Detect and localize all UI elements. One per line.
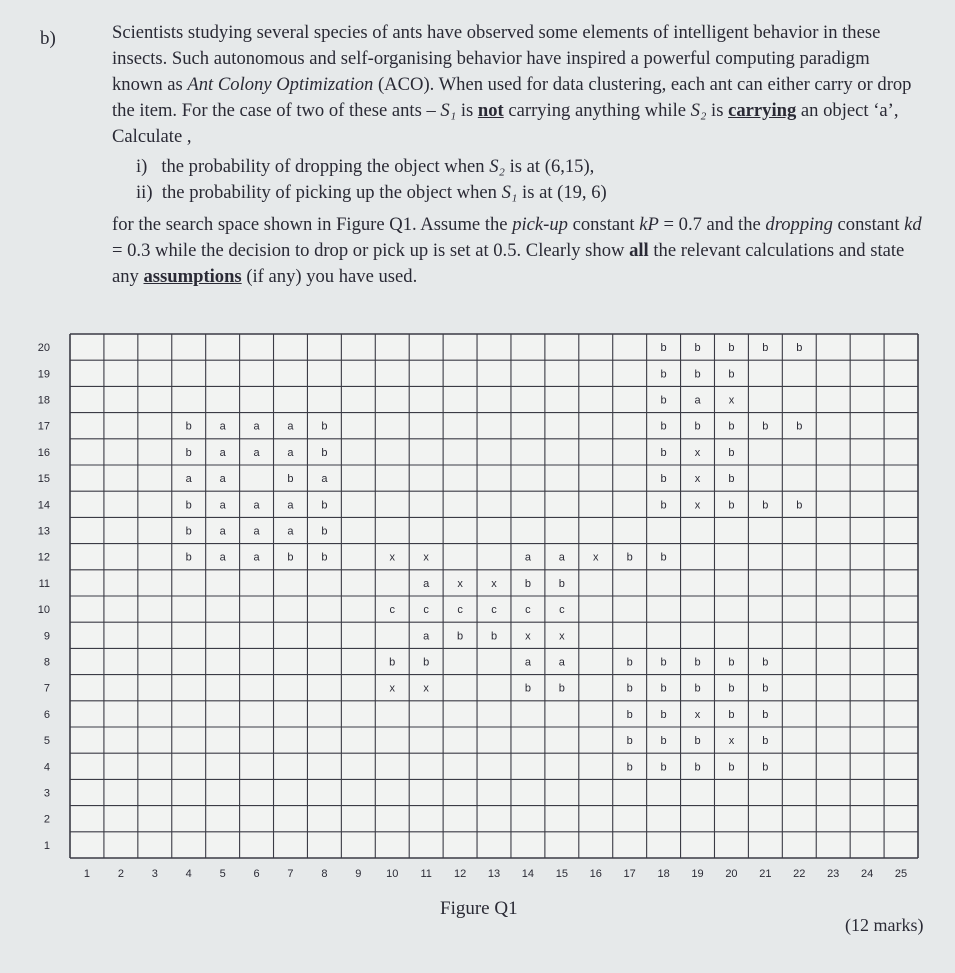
grid-cell-item: b xyxy=(490,630,498,643)
x-tick-label: 10 xyxy=(386,868,399,880)
y-tick-label: 12 xyxy=(37,551,50,564)
grid-cell-item: a xyxy=(253,551,260,564)
grid-cell-item: a xyxy=(219,420,226,433)
y-tick-label: 15 xyxy=(37,473,50,486)
grid-cell-item: x xyxy=(593,551,599,564)
grid-cell-item: a xyxy=(423,577,430,590)
grid-cell-item: b xyxy=(185,525,192,538)
y-tick-label: 19 xyxy=(37,368,50,381)
grid-cell-item: x xyxy=(457,577,463,590)
y-tick-label: 18 xyxy=(37,394,50,407)
grid-cell-item: b xyxy=(728,420,735,433)
x-tick-label: 20 xyxy=(725,868,738,880)
y-tick-label: 2 xyxy=(43,813,50,826)
grid-cell-item: b xyxy=(626,551,633,564)
x-tick-label: 25 xyxy=(894,868,908,880)
x-tick-label: 9 xyxy=(355,868,362,880)
question-intro: Scientists studying several species of ants have observed some elements of intelligent behavior in these insects. Such autonomous and self-organising behavior have inspired a powerful computing paradigm known as Ant Colony Optimization (ACO). When used for data clustering, each ant can either carry or drop the item. For the case of two of these ants – S₁ is not carrying anything while S₂ is carrying an object ‘a’, Calculate , xyxy=(112,22,912,147)
x-tick-label: 18 xyxy=(657,868,670,880)
y-tick-label: 13 xyxy=(37,525,50,538)
y-tick-label: 4 xyxy=(43,761,50,774)
grid-cell-item: b xyxy=(660,682,667,695)
grid-cell-item: b xyxy=(558,682,565,695)
grid-cell-item: b xyxy=(660,394,667,407)
grid-cell-item: x xyxy=(491,577,497,590)
grid-cell-item: b xyxy=(728,446,735,459)
x-tick-label: 2 xyxy=(117,868,124,880)
grid-cell-item: b xyxy=(728,473,735,486)
grid-cell-item: b xyxy=(660,473,667,486)
grid-cell-item: b xyxy=(457,630,464,643)
y-tick-label: 10 xyxy=(37,604,50,617)
grid-cell-item: a xyxy=(253,446,260,459)
grid-cell-item: b xyxy=(762,420,769,433)
grid-cell-item: b xyxy=(626,682,633,695)
grid-cell-item: a xyxy=(219,473,226,486)
grid-cell-item: a xyxy=(219,499,226,512)
y-tick-label: 8 xyxy=(43,656,50,669)
grid-cell-item: b xyxy=(728,656,735,669)
grid-cell-item: b xyxy=(694,761,701,774)
grid-cell-item: x xyxy=(728,394,735,407)
assumptions-emphasis: assumptions xyxy=(143,266,242,287)
grid-cell-item: b xyxy=(728,342,735,355)
aco-name: Ant Colony Optimization xyxy=(187,74,374,95)
question-closing: for the search space shown in Figure Q1. Assume the pick-up constant kP = 0.7 and the dropping constant kd = 0.3 while the decision to drop or pick up is set at 0.5. Clearly show all the relevant calculations and state any assumptions (if any) you have used. xyxy=(112,214,922,287)
grid-cell-item: a xyxy=(558,656,565,669)
grid-cell-item: b xyxy=(660,761,667,774)
x-tick-label: 17 xyxy=(623,868,636,880)
x-tick-label: 11 xyxy=(420,868,432,880)
grid-cell-item: x xyxy=(423,551,429,564)
y-tick-label: 1 xyxy=(43,839,50,852)
grid-cell-item: a xyxy=(253,420,260,433)
grid-cell-item: b xyxy=(660,446,667,459)
x-tick-label: 23 xyxy=(827,868,840,880)
grid-cell-item: b xyxy=(728,761,735,774)
grid-cell-item: b xyxy=(660,368,667,381)
y-tick-label: 11 xyxy=(38,577,50,590)
grid-cell-item: c xyxy=(457,604,463,617)
grid-cell-item: b xyxy=(762,682,769,695)
x-tick-label: 4 xyxy=(185,868,192,880)
grid-cell-item: b xyxy=(694,656,701,669)
grid-cell-item: a xyxy=(694,394,701,407)
grid-cell-item: b xyxy=(796,420,803,433)
x-tick-label: 7 xyxy=(287,868,294,880)
grid-cell-item: b xyxy=(796,499,803,512)
grid-cell-item: b xyxy=(389,656,396,669)
carrying-emphasis: carrying xyxy=(728,100,797,121)
grid-cell-item: b xyxy=(660,420,667,433)
grid-cell-item: c xyxy=(389,604,395,617)
grid-cell-item: b xyxy=(660,656,667,669)
grid-cell-item: b xyxy=(321,499,328,512)
grid-cell-item: x xyxy=(694,446,701,459)
y-tick-label: 20 xyxy=(37,342,50,355)
marks-label: (12 marks) xyxy=(845,915,924,935)
grid-cell-item: b xyxy=(626,708,633,721)
x-tick-label: 3 xyxy=(151,868,158,880)
x-tick-label: 13 xyxy=(487,868,501,880)
grid-cell-item: x xyxy=(525,630,531,643)
figure-caption: Figure Q1 xyxy=(440,898,518,919)
grid-cell-item: b xyxy=(558,577,565,590)
grid-cell-item: b xyxy=(321,420,328,433)
grid-cell-item: a xyxy=(321,473,328,486)
grid-cell-item: a xyxy=(219,551,226,564)
grid-cell-item: b xyxy=(762,342,769,355)
grid-cell-item: b xyxy=(185,420,192,433)
y-tick-label: 14 xyxy=(37,499,50,512)
x-tick-label: 8 xyxy=(321,868,328,880)
y-tick-label: 3 xyxy=(43,787,50,800)
grid-cell-item: b xyxy=(626,761,633,774)
x-tick-label: 12 xyxy=(453,868,467,880)
grid-cell-item: b xyxy=(287,473,294,486)
grid-cell-item: b xyxy=(660,708,667,721)
grid-cell-item: b xyxy=(728,368,735,381)
grid-cell-item: a xyxy=(253,525,260,538)
grid-cell-item: b xyxy=(185,551,192,564)
grid-cell-item: b xyxy=(694,735,701,748)
grid-cell-item: b xyxy=(626,656,633,669)
grid-cell-item: x xyxy=(559,630,565,643)
grid-cell-item: b xyxy=(524,682,531,695)
grid-cell-item: x xyxy=(694,499,701,512)
x-tick-label: 24 xyxy=(860,868,874,880)
grid-cell-item: b xyxy=(185,499,192,512)
grid-cell-item: a xyxy=(524,656,531,669)
grid-cell-item: a xyxy=(219,446,226,459)
grid-cell-item: b xyxy=(694,342,701,355)
x-tick-label: 14 xyxy=(521,868,535,880)
grid-cell-item: b xyxy=(321,525,328,538)
grid-cell-item: b xyxy=(524,577,531,590)
grid-cell-item: a xyxy=(287,446,294,459)
x-tick-label: 22 xyxy=(793,868,806,880)
question-label: b) xyxy=(40,28,56,49)
x-tick-label: 5 xyxy=(219,868,226,880)
grid-cell-item: b xyxy=(423,656,430,669)
grid-cell-item: b xyxy=(660,551,667,564)
grid-cell-item: b xyxy=(287,551,294,564)
grid-cell-item: a xyxy=(287,420,294,433)
grid-cell-item: b xyxy=(626,735,633,748)
grid-cell-item: c xyxy=(491,604,497,617)
grid-cell-item: b xyxy=(185,446,192,459)
not-emphasis: not xyxy=(477,100,504,121)
grid-cell-item: b xyxy=(660,499,667,512)
y-tick-label: 7 xyxy=(43,682,50,695)
y-tick-label: 17 xyxy=(37,420,50,433)
x-tick-label: 1 xyxy=(83,868,91,880)
grid-cell-item: b xyxy=(728,708,735,721)
grid-cell-item: b xyxy=(321,446,328,459)
grid-cell-item: x xyxy=(728,735,735,748)
grid-cell-item: b xyxy=(762,499,769,512)
x-tick-label: 21 xyxy=(759,868,772,880)
grid-cell-item: x xyxy=(389,682,395,695)
grid-cell-item: b xyxy=(796,342,803,355)
grid-cell-item: b xyxy=(762,708,769,721)
grid-cell-item: c xyxy=(525,604,531,617)
grid-cell-item: x xyxy=(389,551,395,564)
x-tick-label: 15 xyxy=(555,868,568,880)
grid-cell-item: b xyxy=(762,735,769,748)
grid-cell-item: x xyxy=(423,682,429,695)
grid-cell-item: a xyxy=(524,551,531,564)
grid-cell-item: c xyxy=(559,604,565,617)
grid-cell-item: c xyxy=(423,604,429,617)
grid-cell-item: b xyxy=(762,656,769,669)
grid-cell-item: b xyxy=(660,735,667,748)
grid-cell-item: a xyxy=(219,525,226,538)
x-tick-label: 6 xyxy=(253,868,260,880)
part-ii: ii) the probability of picking up the object when S₁ is at (19, 6) xyxy=(136,182,607,203)
x-tick-label: 16 xyxy=(589,868,602,880)
grid-cell-item: b xyxy=(694,368,701,381)
grid-cell-item: a xyxy=(185,473,192,486)
y-tick-label: 16 xyxy=(37,446,50,459)
grid-cell-item: a xyxy=(287,525,294,538)
grid-cell-item: a xyxy=(423,630,430,643)
grid-cell-item: b xyxy=(762,761,769,774)
grid-cell-item: x xyxy=(694,708,701,721)
part-i: i) the probability of dropping the object when S₂ is at (6,15), xyxy=(136,156,595,177)
grid-cell-item: x xyxy=(694,473,701,486)
grid-cell-item: b xyxy=(321,551,328,564)
y-tick-label: 5 xyxy=(43,735,50,748)
grid-cell-item: b xyxy=(728,682,735,695)
y-tick-label: 6 xyxy=(43,708,50,721)
grid-cell-item: b xyxy=(728,499,735,512)
grid-cell-item: b xyxy=(694,420,701,433)
grid-cell-item: a xyxy=(558,551,565,564)
grid-cell-item: b xyxy=(694,682,701,695)
x-tick-label: 19 xyxy=(691,868,704,880)
grid-cell-item: a xyxy=(287,499,294,512)
grid-cell-item: a xyxy=(253,499,260,512)
y-tick-label: 9 xyxy=(43,630,50,643)
grid-cell-item: b xyxy=(660,342,667,355)
